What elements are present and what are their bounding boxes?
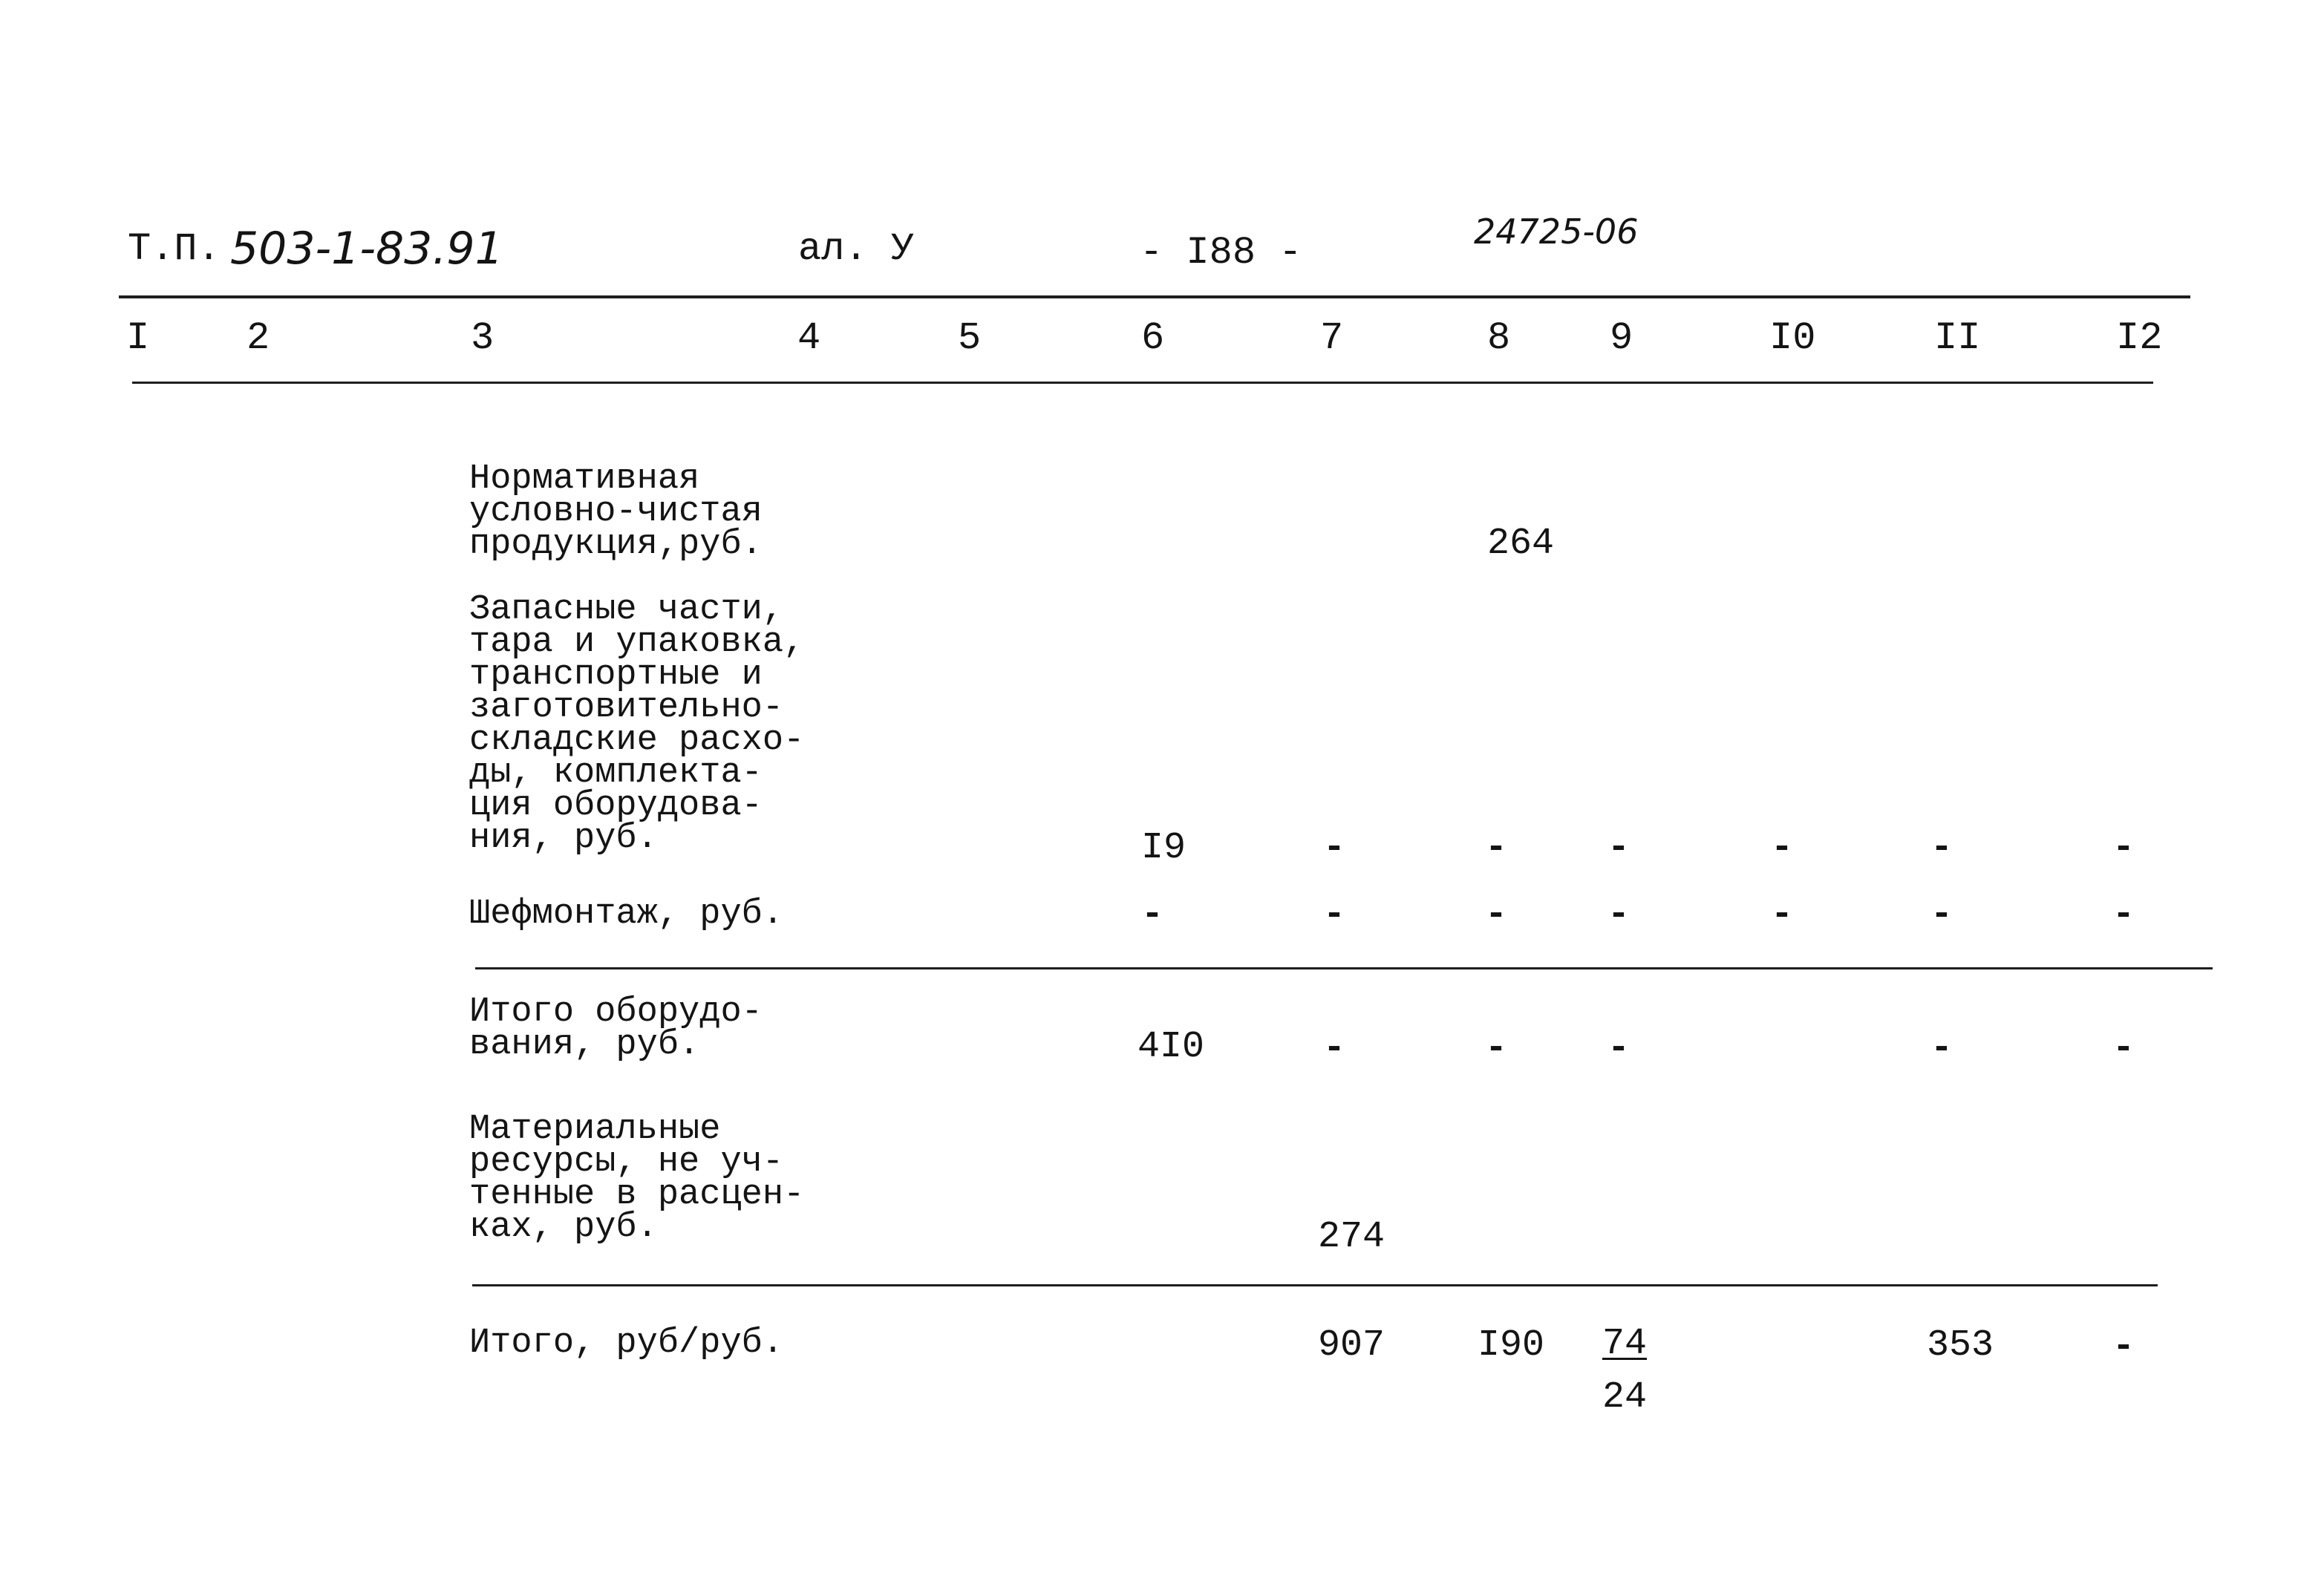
row-label-equipment-total: Итого оборудо- вания, руб.	[469, 992, 763, 1064]
spare-parts-col7: -	[1323, 827, 1346, 869]
spare-parts-col10: -	[1771, 827, 1794, 869]
total-col9-denominator: 24	[1602, 1376, 1648, 1419]
equipment-total-col12: -	[2112, 1027, 2135, 1070]
total-col7: 907	[1318, 1324, 1385, 1367]
total-col9-numerator: 74	[1602, 1323, 1648, 1365]
equipment-total-col8: -	[1485, 1027, 1508, 1070]
header-top-rule	[119, 295, 2190, 298]
column-number-10: I0	[1769, 316, 1816, 360]
column-number-3: 3	[471, 316, 494, 360]
spare-parts-col9: -	[1607, 827, 1631, 869]
total-separator-rule	[472, 1284, 2158, 1286]
column-number-9: 9	[1610, 316, 1633, 360]
column-number-6: 6	[1141, 316, 1165, 360]
total-col12: -	[2112, 1326, 2135, 1368]
equipment-total-col11: -	[1930, 1027, 1953, 1070]
row-label-spare-parts: Запасные части, тара и упаковка, транспортные и заготовительно- складские расхо- ды, комплекта- ция оборудова- ния, руб.	[469, 590, 805, 858]
equipment-total-col9: -	[1607, 1027, 1631, 1070]
spare-parts-col12: -	[2112, 827, 2135, 869]
column-number-11: II	[1934, 316, 1981, 360]
shefmontazh-col11: -	[1930, 894, 1953, 936]
column-number-1: I	[126, 316, 150, 360]
row-label-material-resources: Материальные ресурсы, не уч- тенные в расцен- ках, руб.	[469, 1110, 805, 1247]
spare-parts-col8: -	[1485, 827, 1508, 869]
page-number: - I88 -	[1140, 231, 1302, 275]
equipment-separator-rule	[475, 967, 2213, 969]
header-bottom-rule	[132, 382, 2153, 384]
row-label-total: Итого, руб/руб.	[469, 1324, 784, 1363]
spare-parts-col11: -	[1930, 827, 1953, 869]
spare-parts-col6: I9	[1141, 827, 1186, 869]
document-code: 24725-06	[1474, 212, 1639, 252]
equipment-total-col7: -	[1323, 1027, 1346, 1070]
total-col8: I90	[1478, 1324, 1545, 1367]
column-number-8: 8	[1487, 316, 1511, 360]
material-resources-col7: 274	[1318, 1216, 1385, 1258]
total-col11: 353	[1927, 1324, 1994, 1367]
row-label-normative-production: Нормативная условно-чистая продукция,руб.	[469, 459, 763, 564]
column-number-12: I2	[2116, 316, 2163, 360]
shefmontazh-col9: -	[1607, 894, 1631, 936]
normative-production-col8: 264	[1487, 523, 1555, 565]
column-number-5: 5	[958, 316, 982, 360]
column-number-2: 2	[247, 316, 270, 360]
tp-prefix: Т.П.	[128, 227, 221, 271]
column-number-4: 4	[797, 316, 821, 360]
album-label: ал. У	[798, 227, 915, 271]
equipment-total-col6: 4I0	[1137, 1026, 1205, 1068]
row-label-shefmontazh: Шефмонтаж, руб.	[469, 895, 784, 934]
shefmontazh-col12: -	[2112, 894, 2135, 936]
shefmontazh-col8: -	[1485, 894, 1508, 936]
shefmontazh-col10: -	[1771, 894, 1794, 936]
tp-number: 503-1-83.91	[230, 223, 503, 275]
column-number-7: 7	[1320, 316, 1344, 360]
shefmontazh-col6: -	[1141, 894, 1164, 936]
shefmontazh-col7: -	[1323, 894, 1346, 936]
